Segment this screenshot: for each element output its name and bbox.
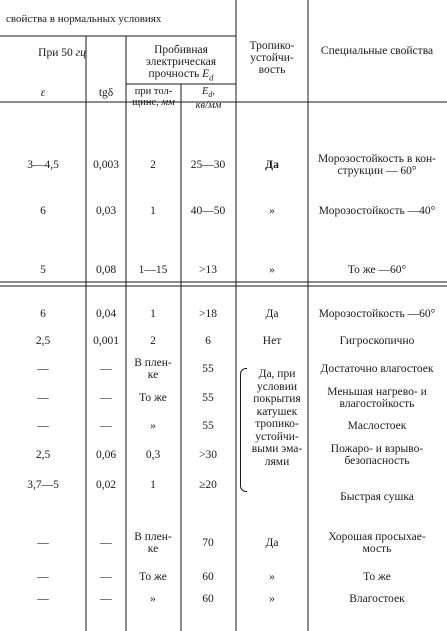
header-breakdown-line-2: электрическая xyxy=(145,56,217,68)
group-b-row-6-spec-line: безопасность xyxy=(344,455,410,467)
brace-note-line: устойчи- xyxy=(255,430,299,443)
group-a-row-1-thick-line: 2 xyxy=(150,159,156,171)
group-b-row-11-ed-line: 60 xyxy=(202,593,214,605)
group-b-row-11-thick xyxy=(126,593,180,605)
group-b-row-4-thick xyxy=(126,392,180,404)
header-ed-unit xyxy=(181,86,236,111)
group-b-row-5-ed-line: 55 xyxy=(202,420,214,432)
group-a-row-2-thick xyxy=(126,205,180,217)
group-b-row-4-thick-line: То же xyxy=(139,392,167,404)
group-b-row-3-tg xyxy=(79,363,133,375)
group-b-row-9-trop-line: Да xyxy=(265,537,279,549)
group-a-row-2-tg xyxy=(79,205,133,217)
group-b-row-6-thick-line: 0,3 xyxy=(145,449,161,461)
brace-note-line: выми эма- xyxy=(251,443,303,455)
group-b-row-9-spec-line: Хорошая просыхае- xyxy=(328,531,426,543)
group-a-row-2-eps-line: 6 xyxy=(40,205,46,217)
group-b-row-7-thick-line: 1 xyxy=(150,479,156,491)
group-b-row-8-spec xyxy=(309,491,445,503)
group-b-row-5-thick-line: » xyxy=(150,420,156,432)
group-a-row-1-spec-line: Морозостойкость в кон- xyxy=(318,153,436,165)
group-b-row-4-ed-line: 55 xyxy=(202,392,214,404)
group-b-row-2-thick-line: 2 xyxy=(150,335,156,347)
group-a-row-1-spec xyxy=(309,153,445,177)
group-a-row-1-trop xyxy=(237,159,307,171)
brace-note-line: лями xyxy=(264,455,290,468)
group-a-row-2-trop-line: » xyxy=(269,205,275,217)
group-a-row-1-eps-line: 3—4,5 xyxy=(27,159,59,171)
group-b-row-2-spec xyxy=(309,335,445,347)
group-b-row-10-trop-line: » xyxy=(269,571,275,583)
header-ed-line-1: $E_d$, xyxy=(202,86,215,100)
group-a-row-2-tg-line: 0,03 xyxy=(95,205,117,217)
group-a-row-3-spec-line: То же —60° xyxy=(347,264,407,276)
group-b-row-3-ed-line: 55 xyxy=(202,363,214,375)
group-b-row-9-eps-line: — xyxy=(37,537,49,549)
group-b-row-7-thick xyxy=(126,479,180,491)
group-a-row-2-ed xyxy=(181,205,235,217)
brace-note-line: катушек xyxy=(256,405,298,418)
group-b-row-5-tg-line: — xyxy=(100,420,112,432)
group-a-row-1-ed xyxy=(181,159,235,171)
header-breakdown-line-3: прочность $E_d$ xyxy=(148,68,214,83)
group-b-row-11-thick-line: » xyxy=(150,593,156,605)
group-a-row-1-ed-line: 25—30 xyxy=(190,159,226,171)
group-b-row-5-eps-line: — xyxy=(37,420,49,432)
header-tropical-line-3: вость xyxy=(258,64,286,76)
group-b-row-10-trop xyxy=(237,571,307,583)
group-b-row-6-spec-line: Пожаро- и взрыво- xyxy=(330,443,424,455)
group-b-row-3-spec-line: Достаточно влагостоек xyxy=(320,363,434,375)
group-b-row-1-tg-line: 0,04 xyxy=(95,308,117,320)
group-b-row-1-trop xyxy=(237,308,307,320)
group-b-row-1-trop-line: Да xyxy=(265,308,279,320)
group-b-row-6-thick xyxy=(126,449,180,461)
group-b-row-3-spec xyxy=(309,363,445,375)
group-b-row-9-spec-line: мость xyxy=(362,543,392,555)
group-b-row-1-ed-line: >18 xyxy=(199,308,217,320)
group-b-row-5-ed xyxy=(181,420,235,432)
group-b-row-11-trop-line: » xyxy=(269,593,275,605)
group-b-row-5-tg xyxy=(79,420,133,432)
group-b-row-11-tg xyxy=(79,593,133,605)
group-b-row-8-spec-line: Быстрая сушка xyxy=(340,491,414,503)
group-b-row-1-eps-line: 6 xyxy=(40,308,46,320)
group-a-row-1-tg xyxy=(79,159,133,171)
group-b-row-3-ed xyxy=(181,363,235,375)
group-a-row-1-eps xyxy=(16,159,70,171)
group-b-row-10-eps xyxy=(16,571,70,583)
group-b-row-4-spec xyxy=(309,386,445,410)
header-breakdown-strength xyxy=(126,44,236,83)
group-a-row-3-tg-line: 0,08 xyxy=(95,264,117,276)
group-a-row-1-tg-line: 0,003 xyxy=(93,159,119,171)
group-a-row-3-ed xyxy=(181,264,235,276)
group-b-row-1-tg xyxy=(79,308,133,320)
group-b-row-1-spec-line: Морозостойкость —60° xyxy=(318,308,436,320)
brace-note-line: Да, при xyxy=(258,368,296,380)
group-b-row-9-spec xyxy=(309,531,445,555)
group-b-row-10-spec-line: То же xyxy=(363,571,391,583)
group-b-row-6-tg xyxy=(79,449,133,461)
group-b-row-5-spec-line: Маслостоек xyxy=(347,420,407,432)
group-b-row-2-ed-line: 6 xyxy=(205,335,211,347)
group-b-row-7-ed-line: ≥20 xyxy=(199,479,217,491)
group-b-row-11-spec xyxy=(309,593,445,605)
group-b-row-6-ed-line: >30 xyxy=(199,449,217,461)
group-b-row-4-spec-line: влагостойкость xyxy=(339,398,415,410)
group-b-row-2-ed xyxy=(181,335,235,347)
group-b-row-2-eps xyxy=(16,335,70,347)
header-thickness-line-1: при тол- xyxy=(134,86,173,97)
header-tropical-line-1: Тропико- xyxy=(249,40,295,52)
group-b-row-3-tg-line: — xyxy=(100,363,112,375)
group-b-row-11-eps xyxy=(16,593,70,605)
group-b-row-10-spec xyxy=(309,571,445,583)
header-thickness-line-2: щине, мм xyxy=(132,97,175,108)
brace-note-line: тропико- xyxy=(255,418,299,430)
group-b-row-11-trop xyxy=(237,593,307,605)
group-b-row-3-eps-line: — xyxy=(37,363,49,375)
group-b-row-4-spec-line: Меньшая нагрево- и xyxy=(327,386,427,398)
group-b-row-10-eps-line: — xyxy=(37,571,49,583)
group-b-row-2-tg xyxy=(79,335,133,347)
group-b-row-1-spec xyxy=(309,308,445,320)
header-at-50hz: При 50 гц xyxy=(38,47,86,59)
group-b-row-2-tg-line: 0,001 xyxy=(93,335,119,347)
group-b-row-2-spec-line: Гигроскопично xyxy=(339,335,415,347)
group-b-row-3-eps xyxy=(16,363,70,375)
group-b-row-4-ed xyxy=(181,392,235,404)
group-a-row-3-trop-line: » xyxy=(269,264,275,276)
group-a-row-2-eps xyxy=(16,205,70,217)
group-b-row-3-thick xyxy=(126,357,180,381)
group-b-row-3-thick-line: ке xyxy=(147,369,159,381)
group-b-row-4-eps xyxy=(16,392,70,404)
brace-note xyxy=(246,368,308,468)
group-b-row-10-tg-line: — xyxy=(100,571,112,583)
group-b-row-9-eps xyxy=(16,537,70,549)
group-b-row-5-thick xyxy=(126,420,180,432)
group-b-row-11-tg-line: — xyxy=(100,593,112,605)
group-b-row-9-tg-line: — xyxy=(100,537,112,549)
group-a-row-3-tg xyxy=(79,264,133,276)
brace-note-line: покрытия xyxy=(253,393,301,405)
header-tropical xyxy=(236,40,308,76)
group-b-row-7-ed xyxy=(181,479,235,491)
group-b-row-9-thick-line: ке xyxy=(147,543,159,555)
group-b-row-9-trop xyxy=(237,537,307,549)
group-b-row-6-eps xyxy=(16,449,70,461)
group-b-row-11-ed xyxy=(181,593,235,605)
group-b-row-7-eps-line: 3,7—5 xyxy=(27,479,59,491)
group-a-row-1-trop-line: Да xyxy=(265,159,279,171)
group-b-row-9-ed-line: 70 xyxy=(202,537,214,549)
group-b-row-6-ed xyxy=(181,449,235,461)
group-a-row-3-thick-line: 1—15 xyxy=(138,264,168,276)
group-b-row-2-trop xyxy=(237,335,307,347)
header-epsilon: ε xyxy=(40,87,46,99)
header-top-label: свойства в нормальных условиях xyxy=(6,13,162,25)
group-b-row-5-spec xyxy=(309,420,445,432)
group-b-row-2-eps-line: 2,5 xyxy=(35,335,51,347)
group-b-row-4-eps-line: — xyxy=(37,392,49,404)
group-b-row-9-thick-line: В плен- xyxy=(134,531,172,543)
group-a-row-3-eps-line: 5 xyxy=(40,264,46,276)
group-a-row-1-spec-line: струкции — 60° xyxy=(337,165,417,177)
header-breakdown-line-1: Пробивная xyxy=(154,44,208,56)
group-b-row-10-tg xyxy=(79,571,133,583)
group-a-row-2-spec xyxy=(309,205,445,217)
header-tropical-line-2: устойчи- xyxy=(250,52,294,64)
group-b-row-11-eps-line: — xyxy=(37,593,49,605)
brace-note-line: условии xyxy=(256,380,298,393)
header-thickness xyxy=(126,86,181,108)
group-b-row-7-tg-line: 0,02 xyxy=(95,479,117,491)
group-b-row-9-tg xyxy=(79,537,133,549)
group-a-row-3-trop xyxy=(237,264,307,276)
group-a-row-3-thick xyxy=(126,264,180,276)
group-b-row-10-thick xyxy=(126,571,180,583)
group-b-row-6-spec xyxy=(309,443,445,467)
group-a-row-3-eps xyxy=(16,264,70,276)
group-a-row-3-ed-line: >13 xyxy=(199,264,217,276)
group-a-row-2-thick-line: 1 xyxy=(150,205,156,217)
group-b-row-2-trop-line: Нет xyxy=(262,335,282,347)
group-b-row-9-thick xyxy=(126,531,180,555)
header-special-properties: Специальные свойства xyxy=(320,45,434,57)
group-b-row-11-spec-line: Влагостоек xyxy=(349,593,405,605)
group-b-row-4-tg xyxy=(79,392,133,404)
group-b-row-10-ed xyxy=(181,571,235,583)
group-b-row-5-eps xyxy=(16,420,70,432)
group-b-row-2-thick xyxy=(126,335,180,347)
group-b-row-7-tg xyxy=(79,479,133,491)
group-b-row-7-eps xyxy=(16,479,70,491)
group-b-row-10-ed-line: 60 xyxy=(202,571,214,583)
group-b-row-1-thick-line: 1 xyxy=(150,308,156,320)
group-a-row-2-spec-line: Морозостойкость —40° xyxy=(318,205,436,217)
group-b-row-6-eps-line: 2,5 xyxy=(35,449,51,461)
group-b-row-1-ed xyxy=(181,308,235,320)
group-b-row-3-thick-line: В плен- xyxy=(134,357,172,369)
group-b-row-1-thick xyxy=(126,308,180,320)
group-b-row-1-eps xyxy=(16,308,70,320)
group-b-row-9-ed xyxy=(181,537,235,549)
group-b-row-4-tg-line: — xyxy=(100,392,112,404)
group-a-row-2-trop xyxy=(237,205,307,217)
group-b-row-10-thick-line: То же xyxy=(139,571,167,583)
header-tg-delta: tgδ xyxy=(98,87,114,99)
group-b-row-6-tg-line: 0,06 xyxy=(95,449,117,461)
header-ed-line-2: кв/мм xyxy=(195,100,222,112)
group-a-row-2-ed-line: 40—50 xyxy=(190,205,226,217)
group-a-row-3-spec xyxy=(309,264,445,276)
group-a-row-1-thick xyxy=(126,159,180,171)
